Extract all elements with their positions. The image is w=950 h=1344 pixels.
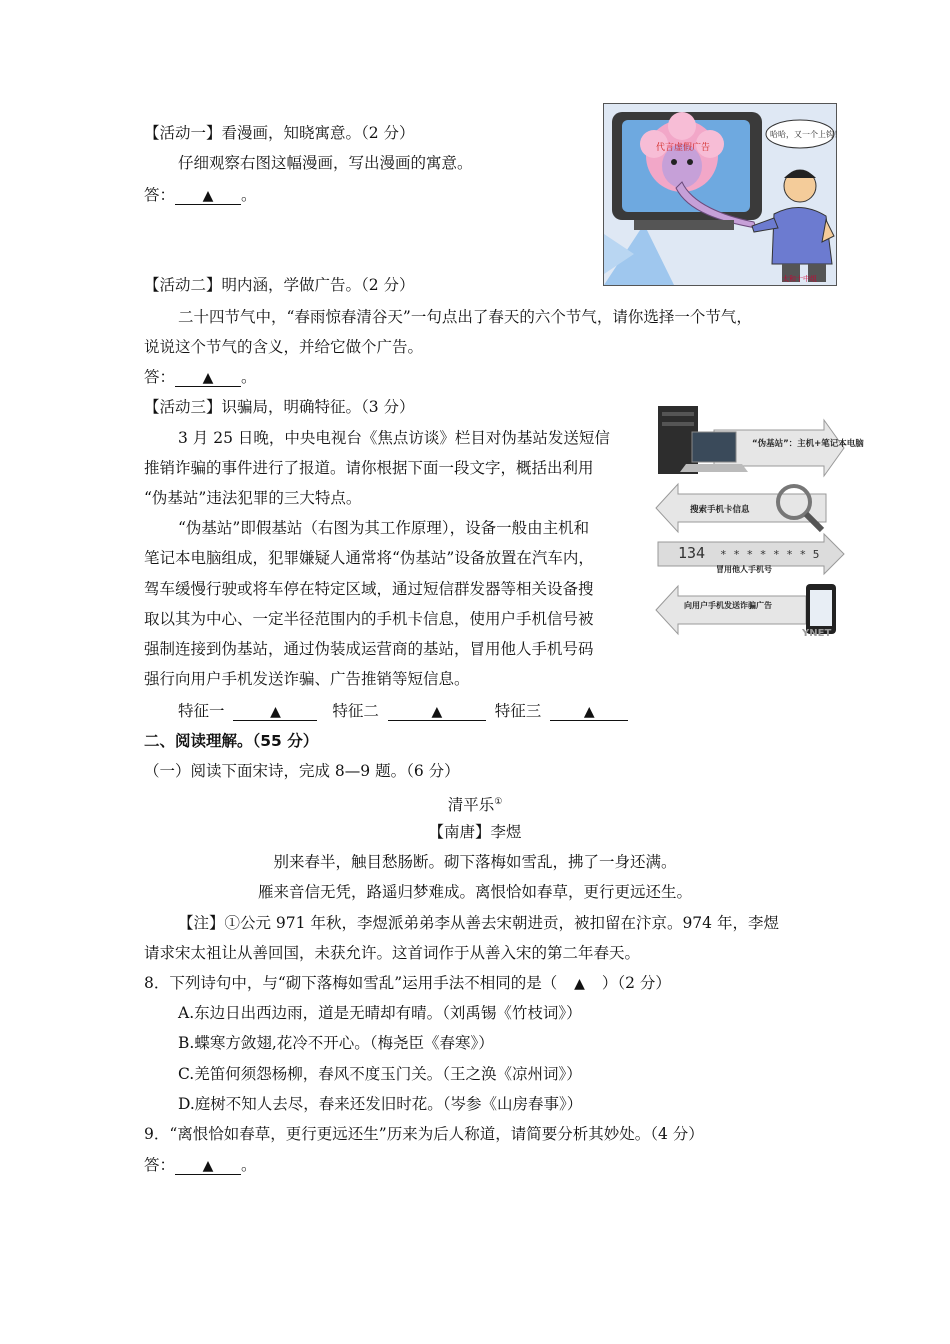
diagram-stars: * * * * * * * 5 (720, 548, 820, 561)
q8-stem (144, 972, 671, 995)
answer-label: 答： (144, 1156, 176, 1174)
activity3-line: 推销诈骗的事件进行了报道。请你根据下面一段文字，概括出利用 (144, 459, 594, 477)
triangle-icon: ▲ (202, 370, 214, 386)
answer-blank[interactable] (175, 1156, 241, 1175)
poem-note1: 【注】①公元 971 年秋，李煜派弟弟李从善去宋朝进贡，被扣留在汴京。974 年，李煜 (178, 914, 779, 932)
q8-stem-a: 8．下列诗句中，与“砌下落梅如雪乱”运用手法不相同的是（ (144, 974, 558, 992)
cartoon-svg (604, 104, 842, 285)
activity3-title: 【活动三】识骗局，明确特征。（3 分） (144, 398, 415, 416)
q8-option-b[interactable]: B.蝶寒方敛翅,花冷不开心。（梅尧臣《春寒》） (178, 1034, 494, 1052)
feature3-blank[interactable] (550, 702, 628, 721)
activity1-instruction: 仔细观察右图这幅漫画，写出漫画的寓意。 (178, 154, 473, 172)
q8-stem-b: ）（2 分） (601, 974, 671, 992)
diagram-digits: 134 (678, 544, 706, 562)
activity1-title: 【活动一】看漫画，知晓寓意。（2 分） (144, 124, 415, 142)
q8-option-a[interactable]: A.东边日出西边雨，道是无晴却有晴。（刘禹锡《竹枝词》） (178, 1004, 582, 1022)
activity3-line: 取以其为中心、一定半径范围内的手机卡信息，使用户手机信号被 (144, 610, 594, 628)
activity2-line2: 说说这个节气的含义，并给它做个广告。 (144, 338, 424, 356)
poem-note-mark: ① (494, 797, 503, 807)
diagram-label2: 搜索手机卡信息 (690, 505, 750, 515)
poem-line2: 雁来音信无凭，路遥归梦难成。离恨恰如春草，更行更远还生。 (257, 883, 692, 901)
feature2-blank[interactable] (388, 702, 486, 721)
q8-option-d[interactable]: D.庭树不知人去尽，春来还发旧时花。（岑参《山房春事》） (178, 1095, 583, 1113)
diagram-label1: “伪基站”：主机+笔记本电脑 (752, 439, 864, 449)
triangle-icon: ▲ (583, 704, 595, 720)
feature3-label: 特征三 (494, 702, 542, 720)
period: 。 (241, 368, 257, 386)
cartoon-image (603, 103, 842, 286)
answer-label: 答： (144, 368, 176, 386)
activity3-line: 笔记本电脑组成，犯罪嫌疑人通常将“伪基站”设备放置在汽车内， (144, 549, 594, 567)
activity3-line: 3 月 25 日晚，中央电视台《焦点访谈》栏目对伪基站发送短信 (178, 429, 610, 447)
activity3-line: “伪基站”即假基站（右图为其工作原理），设备一般由主机和 (178, 519, 590, 537)
diagram-watermark: YNET (802, 628, 832, 639)
activity3-line: 强制连接到伪基站，通过伪装成运营商的基站，冒用他人手机号码 (144, 640, 594, 658)
activity3-line: “伪基站”违法犯罪的三大特点。 (144, 489, 362, 507)
activity2-answer (144, 366, 257, 388)
activity2-line1: 二十四节气中，“春雨惊春清谷天”一句点出了春天的六个节气，请你选择一个节气， (178, 308, 752, 326)
diagram-label3: 冒用他人手机号 (716, 565, 772, 574)
answer-blank[interactable] (175, 186, 241, 205)
cartoon-bubble-text: 哈哈，又一个上钩！ (770, 130, 842, 139)
activity2-title: 【活动二】明内涵，学做广告。（2 分） (144, 276, 415, 294)
activity1-answer (144, 184, 257, 206)
triangle-icon[interactable]: ▲ (574, 976, 585, 992)
feature1-label: 特征一 (178, 702, 225, 720)
section2-sub: （一）阅读下面宋诗，完成 8—9 题。（6 分） (144, 762, 460, 780)
base-station-diagram (656, 402, 864, 639)
triangle-icon: ▲ (202, 1158, 214, 1174)
answer-blank[interactable] (175, 368, 241, 387)
feature2-label: 特征二 (332, 702, 379, 720)
q9-answer (144, 1154, 257, 1176)
period: 。 (241, 186, 257, 204)
poem-author: 【南唐】李煜 (428, 823, 522, 841)
poem-title-line (0, 791, 950, 816)
poem-line1: 别来春半，触目愁肠断。砌下落梅如雪乱，拂了一身还满。 (273, 853, 677, 871)
feature1-blank[interactable] (233, 702, 317, 721)
triangle-icon: ▲ (431, 704, 443, 720)
poem-note2: 请求宋太祖让从善回国，未获允许。这首词作于从善入宋的第二年春天。 (144, 944, 641, 962)
diagram-svg (656, 402, 864, 639)
answer-label: 答： (144, 186, 176, 204)
activity3-line: 驾车缓慢行驶或将车停在特定区域，通过短信群发器等相关设备搜 (144, 580, 594, 598)
q9-stem: 9．“离恨恰如春草，更行更远还生”历来为后人称道，请简要分析其妙处。（4 分） (144, 1125, 704, 1143)
diagram-label4: 向用户手机发送诈骗广告 (684, 601, 772, 610)
features-line (178, 700, 628, 722)
cartoon-screen-text: 代言虚假广告 (656, 143, 711, 153)
triangle-icon: ▲ (270, 704, 281, 720)
section2-heading: 二、阅读理解。（55 分） (144, 732, 319, 750)
q8-option-c[interactable]: C.羌笛何须怨杨柳，春风不度玉门关。（王之涣《凉州词》） (178, 1065, 582, 1083)
poem-title: 清平乐 (447, 796, 495, 815)
triangle-icon: ▲ (202, 188, 214, 204)
period: 。 (241, 1156, 257, 1174)
activity3-line: 强行向用户手机发送诈骗、广告推销等短信息。 (144, 670, 470, 688)
cartoon-watermark: 太和十中组 (782, 275, 817, 283)
